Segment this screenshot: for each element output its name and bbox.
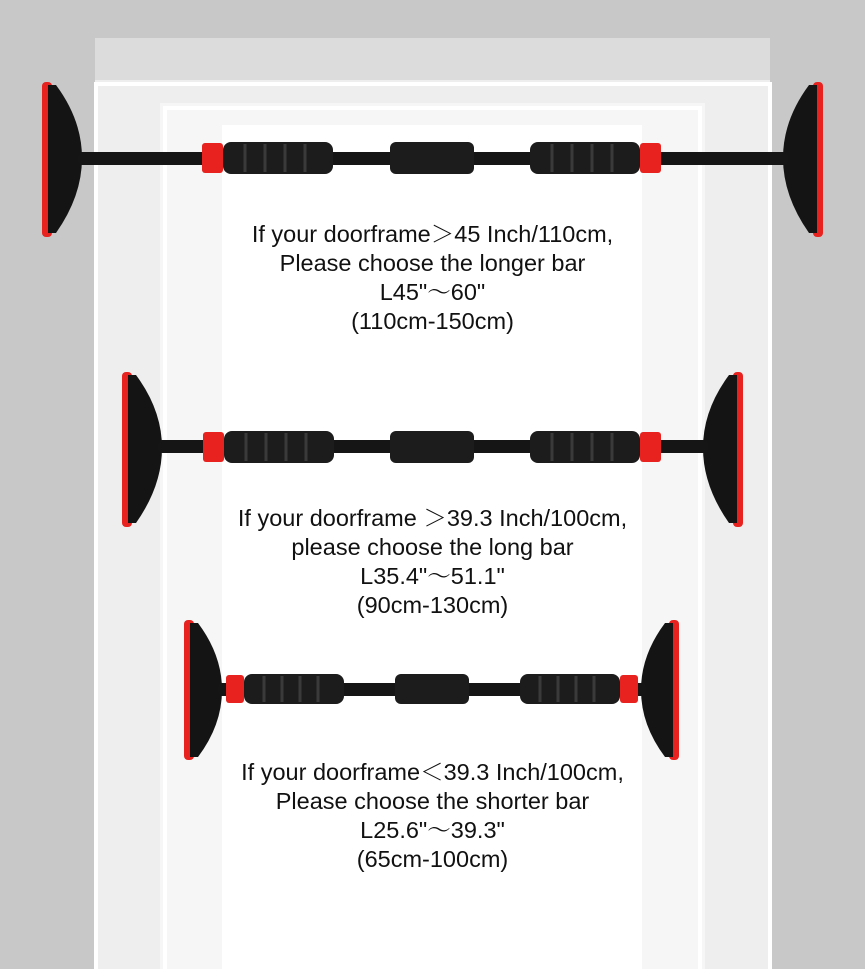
caption-line: please choose the long bar [291,534,574,560]
adjust-ring-right [620,675,638,703]
adjust-ring-left [226,675,244,703]
frame-top-band [95,38,770,80]
adjust-ring-left [203,432,224,462]
caption-line: (90cm-130cm) [356,592,509,618]
foam-grip-left [244,674,344,704]
caption-line: (65cm-100cm) [356,846,509,872]
foam-grip-center [390,431,474,463]
caption-shorter-bar [0,758,865,874]
caption-line: L45"～60" [379,279,486,305]
caption-line: (110cm-150cm) [351,308,514,334]
caption-line: If your doorframe＞45 Inch/110cm, [251,221,614,247]
caption-line: L25.6"～39.3" [360,817,505,843]
caption-line: L35.4"～51.1" [360,563,505,589]
foam-grip-right [530,431,640,463]
foam-grip-right [520,674,620,704]
caption-line: If your doorframe ＞39.3 Inch/100cm, [237,505,628,531]
foam-grip-left [223,142,333,174]
adjust-ring-left [202,143,223,173]
foam-grip-right [530,142,640,174]
caption-line: If your doorframe＜39.3 Inch/100cm, [241,759,624,785]
caption-line: Please choose the shorter bar [275,788,590,814]
adjust-ring-right [640,143,661,173]
caption-longer-bar [0,220,865,336]
foam-grip-center [395,674,469,704]
foam-grip-left [224,431,334,463]
caption-long-bar [0,504,865,620]
adjust-ring-right [640,432,661,462]
foam-grip-center [390,142,474,174]
caption-line: Please choose the longer bar [279,250,586,276]
